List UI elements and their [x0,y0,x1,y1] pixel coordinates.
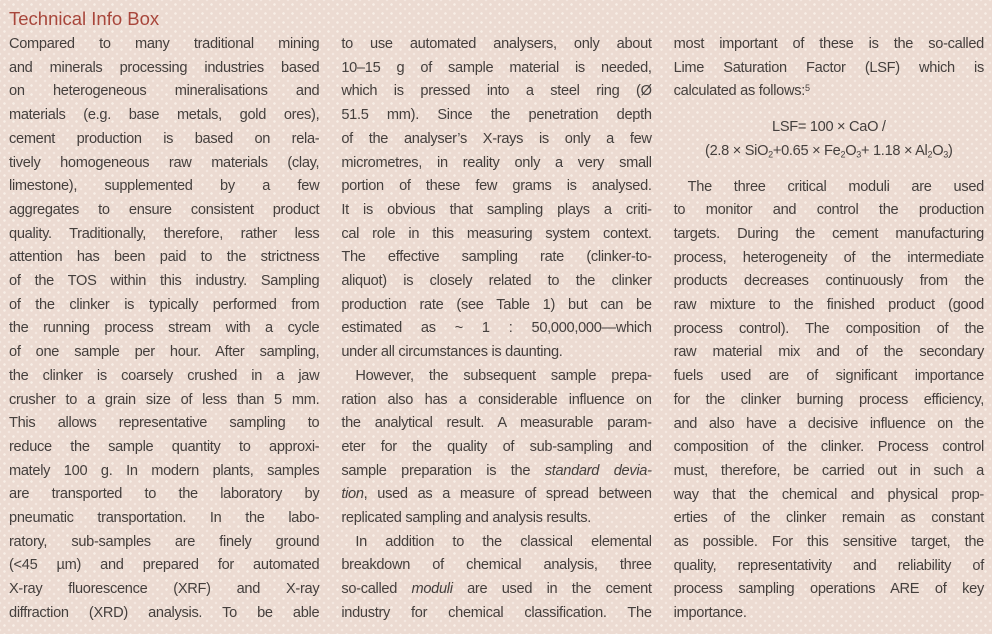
column-2-text [341,33,651,626]
text-line: as possible. For this sensitive target, the [673,534,984,551]
text-line: to use automated analysers, only about [341,36,652,52]
text-line: X-ray fluorescence (XRF) and X-ray [9,581,320,598]
text-line: products decreases continuously from the [673,273,984,290]
text-line: the analytical result. A measurable param- [341,415,652,432]
text-line: are transported to the laboratory by [9,486,320,503]
text-line: In addition to the classical elemental [355,533,652,550]
text-line: of one sample per hour. After sampling, [9,344,320,361]
text-line: production rate (see Table 1) but can be [341,296,652,313]
text-line: process control). The composition of the [673,320,984,337]
text-line: Lime Saturation Factor (LSF) which is [673,59,984,76]
text-line: must, therefore, be carried out in such a [673,462,984,479]
text-line: mately 100 g. In modern plants, samples [9,462,320,479]
text-line: and also have a decisive influence on the [673,415,984,432]
text-line: process sampling operations ARE of key [673,581,984,598]
text-line: aggregates to ensure consistent product [9,201,320,218]
text-line: cal role in this measuring system context. [341,225,652,242]
text-line: portion of these few grams is analysed. [341,178,652,195]
text-line: 51.5 mm). Since the penetration depth [341,107,652,124]
text-line: erties of the clinker remain as constant [673,510,984,527]
text-line: crusher to a grain size of less than 5 mm. [9,391,320,408]
text-line: raw material mix and of the secondary [673,344,984,361]
text-line: breakdown of chemical analysis, three [341,557,652,574]
text-line: 10–15 g of sample material is needed, [341,59,652,76]
text-line: raw mixture to the finished product (good [673,297,984,314]
text-line: industry for chemical classification. The [341,604,652,621]
text-line: so-called moduli are used in the cement [341,581,652,598]
text-line: $(2.8 \times SiO_2+0.65 \times Fe_2O_3+ 1.18 \times Al_2O_3)$ [705,142,953,160]
page-title: Technical Info Box [9,8,160,29]
text-line: micrometres, in reality only a very small [341,154,652,171]
text-line: the clinker is coarsely crushed in a jaw [9,367,320,384]
text-line: the running process stream with a cycle [9,320,320,337]
text-line: This allows representative sampling to [9,415,320,432]
text-line: way that the chemical and physical prop- [673,486,984,503]
text-line: for the clinker burning process efficiency, [673,391,984,408]
text-line: The three critical moduli are used [687,178,984,195]
text-line: quality. Traditionally, therefore, rather less [9,225,320,242]
text-line: tively homogeneous raw materials (clay, [9,154,320,171]
text-line: (<45 µm) and prepared for automated [9,557,320,574]
text-line: importance. [673,605,747,622]
text-line: ratory, sub-samples are finely ground [9,533,320,550]
text-line: sample preparation is the standard devia- [341,462,652,479]
text-column-2 [341,6,651,634]
text-line: materials (e.g. base metals, gold ores), [9,107,320,124]
text-line: ration also has a considerable influence on [341,391,652,408]
text-line: composition of the clinker. Process control [673,439,984,456]
text-line: to monitor and control the production [673,202,984,219]
text-line: eter for the quality of sub-sampling and [341,438,652,455]
text-line: under all circumstances is daunting. [341,344,563,361]
text-line: of the clinker is typically performed from [9,296,320,313]
text-line: It is obvious that sampling plays a criti- [341,201,652,218]
text-line: aliquot) is closely related to the clinker [341,273,652,290]
text-line: limestone), supplemented by a few [9,178,320,195]
column-1-text [9,33,319,626]
text-line: diffraction (XRD) analysis. To be able [9,604,320,621]
text-line: which is pressed into a steel ring (Ø [341,83,652,100]
text-line: tion, used as a measure of spread between [341,486,652,503]
text-line: Compared to many traditional mining [9,36,320,52]
text-line: LSF= 100 × CaO / [772,119,886,136]
text-line: of the TOS within this industry. Sampling [9,273,320,290]
text-line: and minerals processing industries based [9,59,320,76]
text-line: estimated as ~ 1 : 50,000,000—which [341,320,652,337]
text-column-1 [9,6,319,634]
text-line: quality, representativity and reliability of [673,557,984,574]
text-line: The effective sampling rate (clinker-to- [341,249,652,266]
text-line: on heterogeneous mineralisations and [9,83,320,100]
text-line: fuels used are of significant importance [673,368,984,385]
text-column-3 [674,6,984,634]
text-line: calculated as follows:$^5$ [673,83,810,100]
text-line: pneumatic transportation. In the labo- [9,510,320,527]
text-line: replicated sampling and analysis results. [341,510,592,527]
text-line: process, heterogeneity of the intermediate [673,249,984,266]
text-line: However, the subsequent sample prepa- [355,367,652,384]
text-line: of the analyser’s X-rays is only a few [341,130,652,147]
text-line: targets. During the cement manufacturing [673,225,984,242]
text-line: cement production is based on rela- [9,130,320,147]
column-3-text [674,33,984,626]
text-line: attention has been paid to the strictness [9,249,320,266]
text-line: reduce the sample quantity to approxi- [9,438,320,455]
text-line: most important of these is the so-called [673,36,984,52]
